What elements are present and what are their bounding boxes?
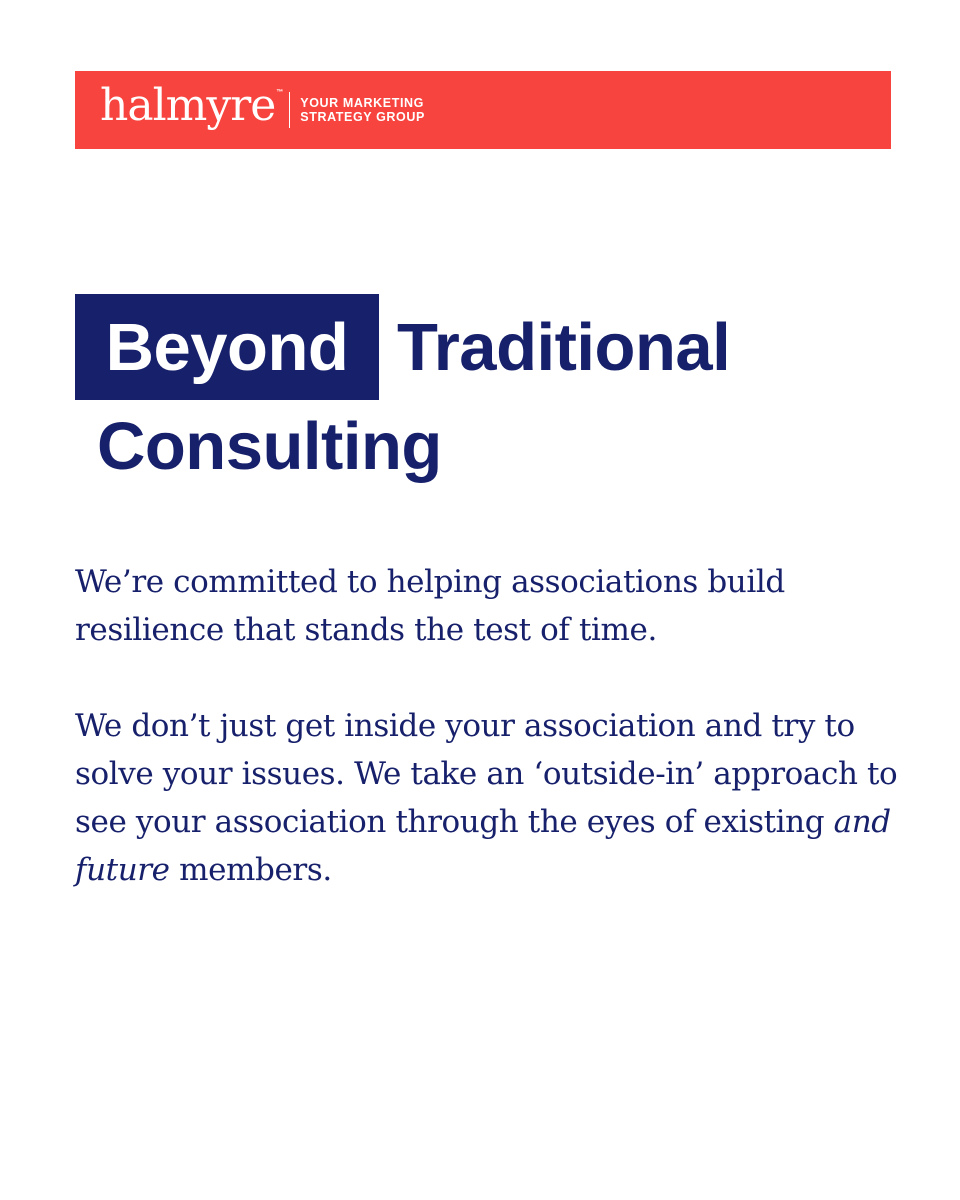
headline-word-traditional: Traditional (397, 309, 731, 385)
halmyre-logo-wordmark: halmyre (100, 80, 276, 131)
body-paragraph-2-emphasis: and future (75, 804, 891, 888)
logo-tagline-line1: YOUR MARKETING (300, 96, 424, 110)
body-copy (75, 558, 905, 894)
logo-tagline-line2: STRATEGY GROUP (300, 110, 425, 124)
body-paragraph-2-end: members. (169, 852, 332, 888)
trademark-symbol: ™ (276, 89, 284, 96)
brand-header-bar (75, 71, 891, 149)
logo-divider (289, 92, 290, 128)
logo-tagline (300, 96, 425, 124)
headline-word-consulting: Consulting (97, 409, 442, 484)
body-paragraph-2 (75, 702, 905, 894)
body-paragraph-1: We’re committed to helping associations build resilience that stands the test of time. (75, 564, 785, 648)
headline-highlight-box: Beyond (75, 294, 379, 400)
body-paragraph-2-text: We don’t just get inside your association and try to solve your issues. We take an ‘outside-in’ approach to see your association through the eyes of existing (75, 708, 898, 840)
